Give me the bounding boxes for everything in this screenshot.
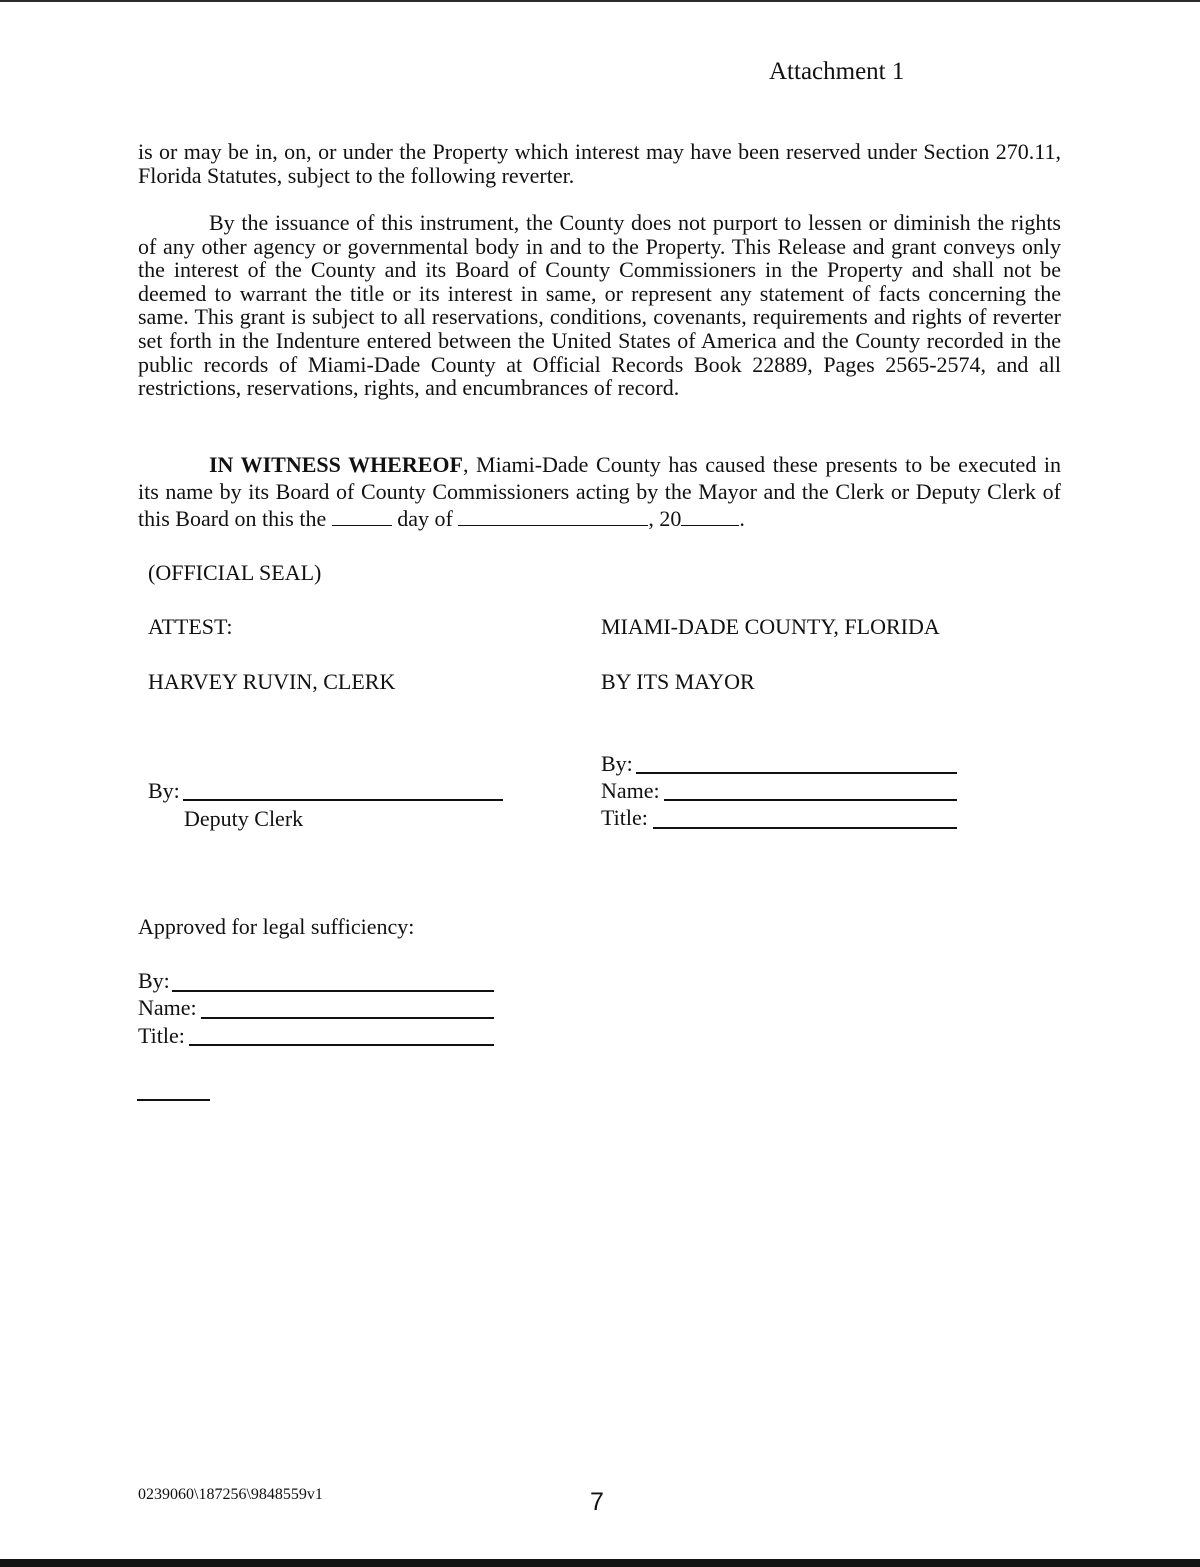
document-id: 0239060\187256\9848559v1: [138, 1486, 323, 1503]
witness-heading: IN WITNESS WHEREOF: [209, 452, 463, 477]
deputy-clerk-signature-line[interactable]: [183, 799, 503, 801]
legal-name-label: Name:: [138, 995, 197, 1020]
official-seal-label: (OFFICIAL SEAL): [148, 560, 322, 585]
mayor-name-line[interactable]: [664, 799, 957, 801]
mayor-title-line[interactable]: [653, 827, 957, 829]
witness-text: , Miami-Dade County has caused these presents to be executed in its name by its Board of County Commissioners acting by the Mayor and the Clerk or Deputy Clerk of this Board on this the: [138, 452, 1061, 531]
legal-sufficiency-label: Approved for legal sufficiency:: [138, 914, 415, 939]
page-top-border: [0, 0, 1200, 2]
witness-day-of: day of: [397, 506, 453, 531]
legal-signature-line[interactable]: [172, 990, 494, 992]
page-bottom-border: [0, 1559, 1200, 1567]
witness-end: .: [739, 506, 745, 531]
mayor-label: BY ITS MAYOR: [601, 669, 755, 694]
attachment-label: Attachment 1: [769, 58, 905, 85]
mayor-by-label: By:: [601, 751, 633, 776]
mayor-name-label: Name:: [601, 778, 660, 803]
body-paragraph-1: is or may be in, on, or under the Property which interest may have been reserved under Section 270.11, Florida Statutes, subject to the following reverter.: [138, 139, 1061, 188]
deputy-clerk-label: Deputy Clerk: [184, 806, 304, 831]
mayor-signature-line[interactable]: [636, 772, 957, 774]
mayor-title-label: Title:: [601, 805, 648, 830]
witness-year-prefix: , 20: [648, 506, 682, 531]
legal-by-label: By:: [138, 968, 170, 993]
witness-paragraph: [138, 451, 1061, 532]
legal-name-line[interactable]: [201, 1017, 494, 1019]
day-blank[interactable]: [332, 508, 392, 526]
page-number: 7: [590, 1488, 604, 1516]
clerk-name: HARVEY RUVIN, CLERK: [148, 669, 396, 694]
attest-label: ATTEST:: [148, 614, 233, 639]
body-paragraph-2-text: By the issuance of this instrument, the County does not purport to lessen or diminish the rights of any other agency or governmental body in and to the Property. This Release and grant conveys only the interest of the County and its Board of County Commissioners in the Property and shall not be deemed to warrant the title or its interest in same, or represent any statement of facts concerning the same. This grant is subject to all reservations, conditions, covenants, requirements and rights of reverter set forth in the Indenture entered between the United States of America and the County recorded in the public records of Miami-Dade County at Official Records Book 22889, Pages 2565-2574, and all restrictions, reservations, rights, and encumbrances of record.: [138, 210, 1061, 401]
legal-title-line[interactable]: [189, 1044, 494, 1046]
year-blank[interactable]: [681, 508, 739, 526]
county-name: MIAMI-DADE COUNTY, FLORIDA: [601, 614, 940, 639]
legal-title-label: Title:: [138, 1023, 185, 1048]
month-blank[interactable]: [458, 508, 648, 526]
footnote-separator: [137, 1099, 210, 1101]
body-paragraph-2: [138, 211, 1061, 400]
deputy-clerk-by-label: By:: [148, 778, 180, 803]
